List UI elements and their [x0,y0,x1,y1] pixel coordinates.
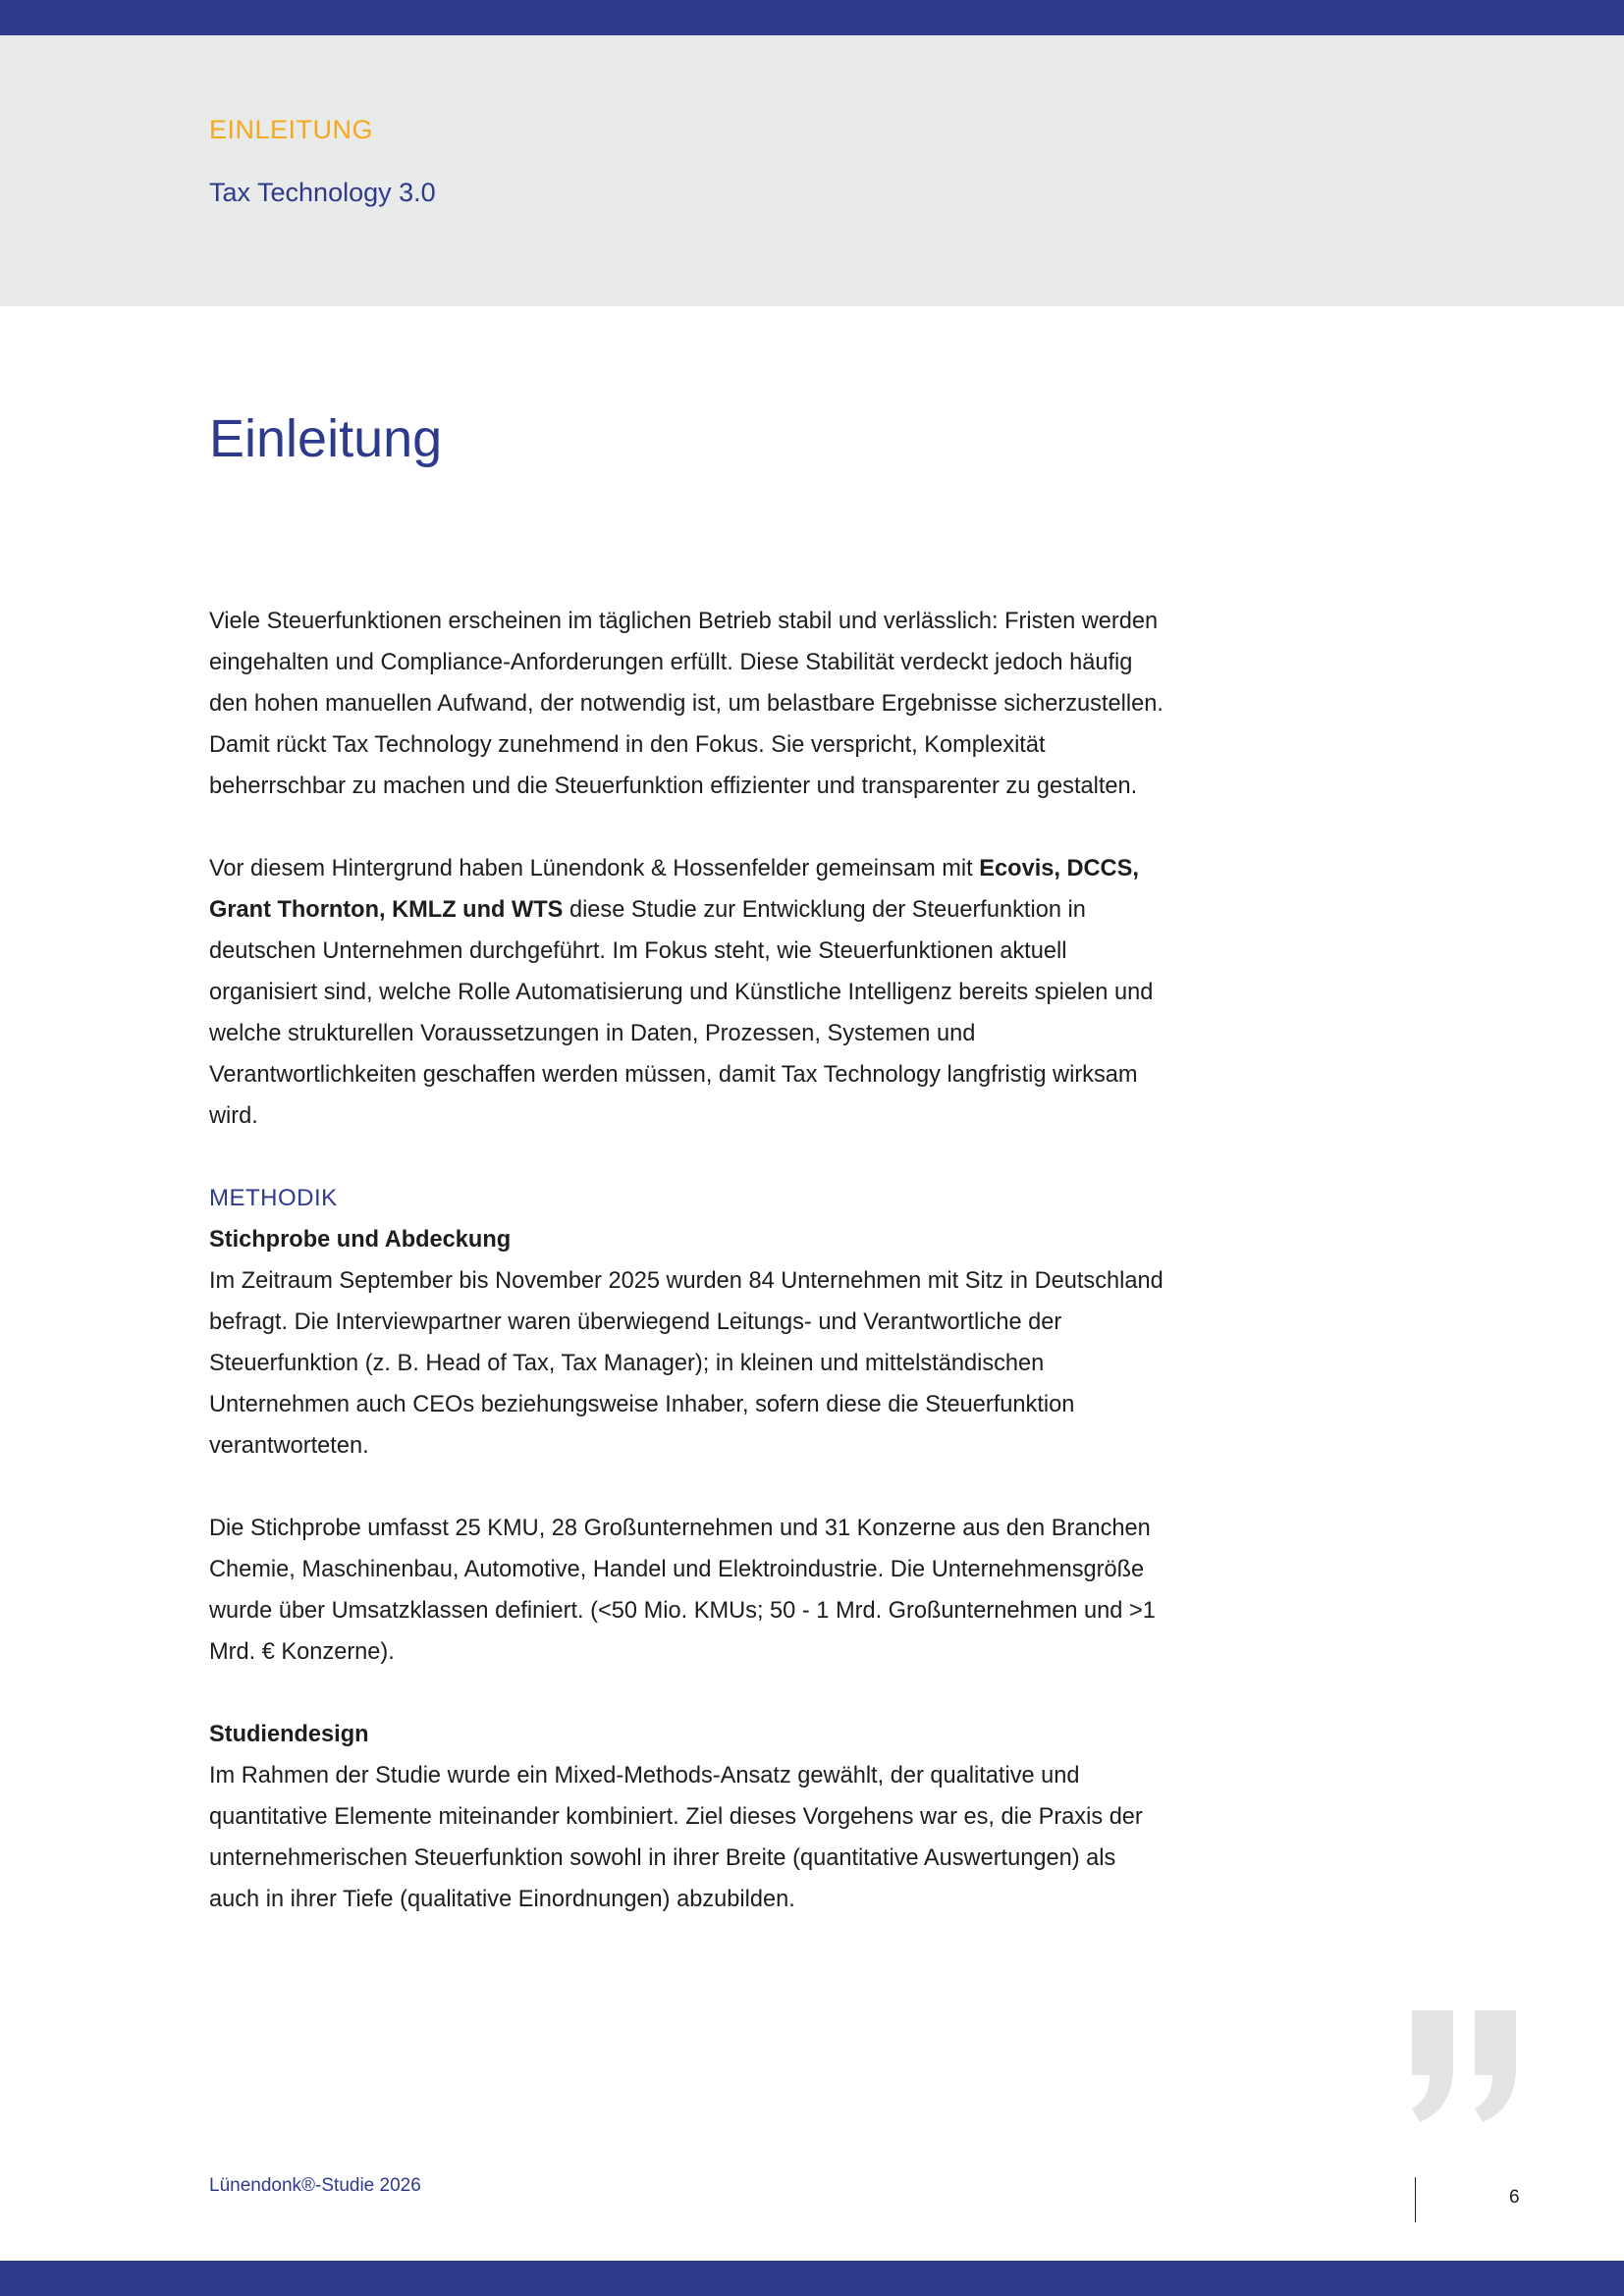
header-subtitle: Tax Technology 3.0 [209,178,436,207]
bottom-accent-bar [0,2261,1624,2296]
main-content [209,601,1171,1920]
footer-study-label: Lünendonk®-Studie 2026 [209,2175,421,2196]
intro-paragraph-2-rest: diese Studie zur Entwicklung der Steuerfunktion in deutschen Unternehmen durchgeführt. Im Fokus steht, wie Steuerfunktionen aktuell organisiert sind, welche Rolle Automatisierung und Künstliche Intelligenz bereits spielen und welche strukturellen Voraussetzungen in Daten, Prozessen, Systemen und Verantwortlichkeiten geschaffen werden müssen, damit Tax Technology langfristig wirksam wird. [209,897,1154,1129]
intro-paragraph-1: Viele Steuerfunktionen erscheinen im täglichen Betrieb stabil und verlässlich: Fristen werden eingehalten und Compliance-Anforderungen erfüllt. Diese Stabilität verdeckt jedoch häufig den hohen manuellen Aufwand, der notwendig ist, um belastbare Ergebnisse sicherzustellen. Damit rückt Tax Technology zunehmend in den Fokus. Sie verspricht, Komplexität beherrschbar zu machen und die Steuerfunktion effizienter und transparenter zu gestalten. [209,609,1164,799]
methodik-label: METHODIK [209,1185,338,1211]
partner-names: Ecovis, DCCS, Grant Thornton, KMLZ und WTS [209,856,1139,923]
section-label: EINLEITUNG [209,115,374,144]
sample-heading: Stichprobe und Abdeckung [209,1227,512,1253]
design-heading: Studiendesign [209,1722,369,1747]
intro-paragraph-2-lead: Vor diesem Hintergrund haben Lünendonk & Hossenfelder gemeinsam mit [209,856,980,881]
page-number: 6 [1509,2187,1520,2208]
closing-quote-icon [1406,2010,1526,2128]
page-title: Einleitung [209,409,443,468]
top-accent-bar [0,0,1624,35]
header-band [0,35,1624,306]
sample-paragraph-2: Die Stichprobe umfasst 25 KMU, 28 Großunternehmen und 31 Konzerne aus den Branchen Chemie, Maschinenbau, Automotive, Handel und Elektroindustrie. Die Unternehmensgröße wurde über Umsatzklassen definiert. (<50 Mio. KMUs; 50 - 1 Mrd. Großunternehmen und >1 Mrd. € Konzerne). [209,1516,1156,1665]
design-paragraph: Im Rahmen der Studie wurde ein Mixed-Methods-Ansatz gewählt, der qualitative und quantitative Elemente miteinander kombiniert. Ziel dieses Vorgehens war es, die Praxis der unternehmerischen Steuerfunktion sowohl in ihrer Breite (quantitative Auswertungen) als auch in ihrer Tiefe (qualitative Einordnungen) abzubilden. [209,1763,1143,1912]
footer-divider [1415,2177,1416,2222]
sample-paragraph-1: Im Zeitraum September bis November 2025 wurden 84 Unternehmen mit Sitz in Deutschland befragt. Die Interviewpartner waren überwiegend Leitungs- und Verantwortliche der Steuerfunktion (z. B. Head of Tax, Tax Manager); in kleinen und mittelständischen Unternehmen auch CEOs beziehungsweise Inhaber, sofern diese die Steuerfunktion verantworteten. [209,1268,1164,1459]
intro-paragraph-2 [209,848,1171,1137]
